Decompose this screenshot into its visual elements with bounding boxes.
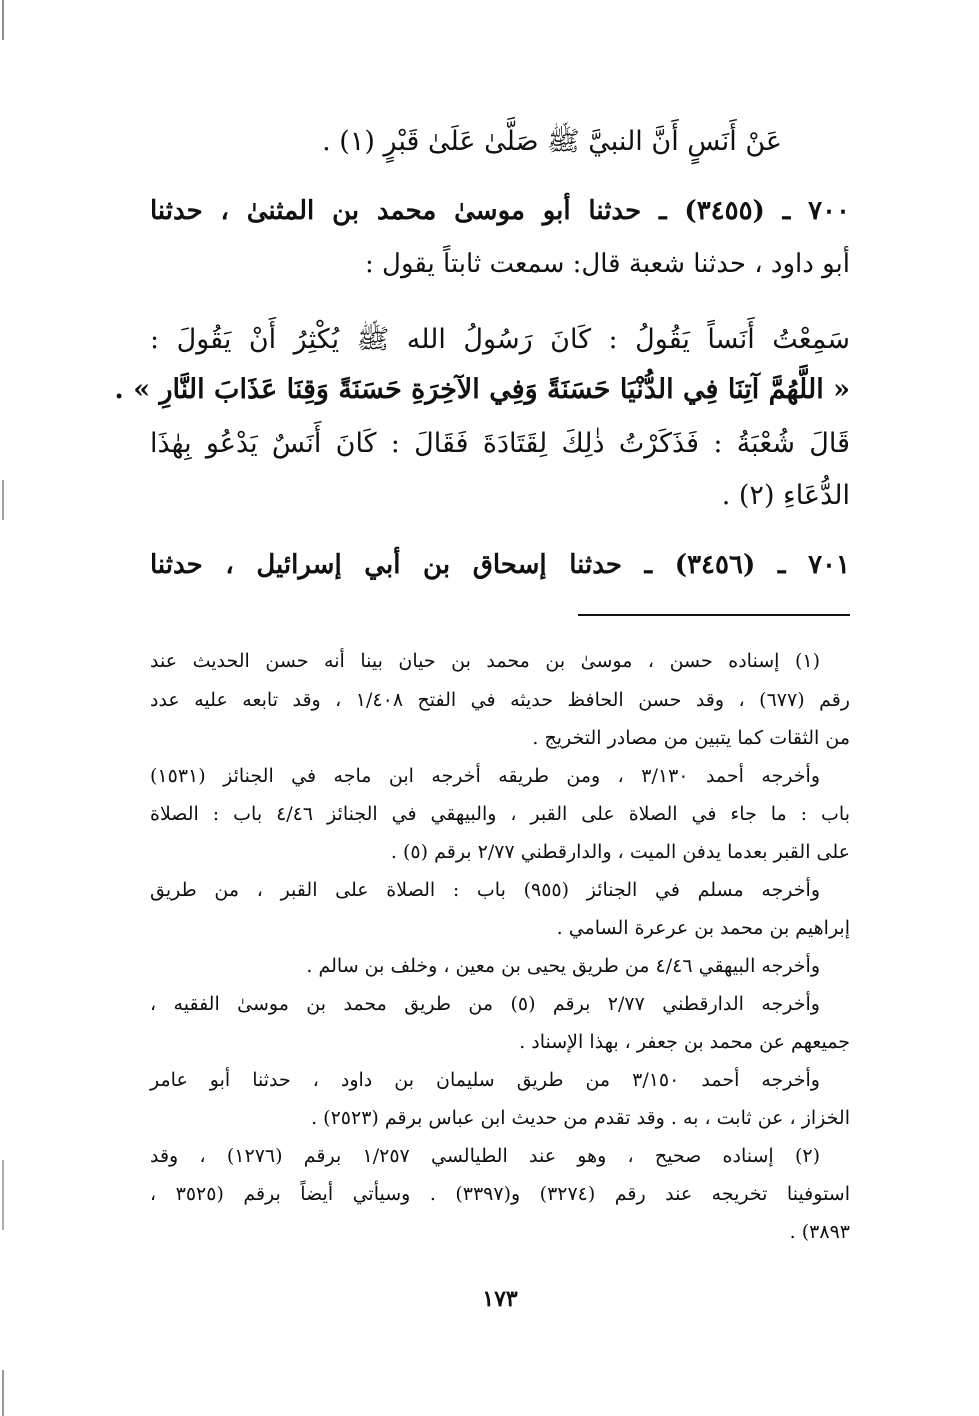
footnote-separator bbox=[578, 614, 850, 616]
text-line-1: عَنْ أَنَسٍ أَنَّ النبيَّ ﷺ صَلَّىٰ عَلَىٰ قَبْرٍ (١) . bbox=[322, 126, 782, 157]
footnote-line-13: الخزاز ، عن ثابت ، به . وقد تقدم من حديث ابن عباس برقم (٢٥٢٣) . bbox=[311, 1107, 850, 1129]
page-number: ١٧٣ bbox=[482, 1286, 518, 1312]
footnote-line-11: جميعهم عن محمد بن جعفر ، بهذا الإسناد . bbox=[519, 1031, 850, 1053]
footnote-line-4: وأخرجه أحمد ٣/١٣٠ ، ومن طريقه أخرجه ابن ماجه في الجنائز (١٥٣١) bbox=[150, 765, 820, 787]
book-page bbox=[114, 0, 851, 1416]
text-line-3: أبو داود ، حدثنا شعبة قال: سمعت ثابتاً يقول : bbox=[365, 249, 850, 279]
footnote-line-12: وأخرجه أحمد ٣/١٥٠ من طريق سليمان بن داود ، حدثنا أبو عامر bbox=[150, 1069, 820, 1091]
footnote-line-6: على القبر بعدما يدفن الميت ، والدارقطني ٢/٧٧ برقم (٥) . bbox=[390, 841, 850, 863]
footnote-line-2: رقم (٦٧٧) ، وقد حسن الحافظ حديثه في الفتح ١/٤٠٨ ، وقد تابعه عليه عدد bbox=[150, 689, 850, 711]
text-line-4: سَمِعْتُ أَنَساً يَقُولُ : كَانَ رَسُولُ الله ﷺ يُكْثِرُ أَنْ يَقُولَ : bbox=[150, 324, 850, 355]
footnote-line-9: وأخرجه البيهقي ٤/٤٦ من طريق يحيى بن معين ، وخلف بن سالم . bbox=[306, 955, 820, 977]
footnote-line-8: إبراهيم بن محمد بن عرعرة السامي . bbox=[556, 917, 850, 939]
footnote-line-1: (١) إسناده حسن ، موسىٰ بن محمد بن حيان بينا أنه حسن الحديث عند bbox=[150, 650, 820, 672]
footnote-line-3: من الثقات كما يتبين من مصادر التخريج . bbox=[532, 727, 850, 749]
footnote-line-5: باب : ما جاء في الصلاة على القبر ، والبيهقي في الجنائز ٤/٤٦ باب : الصلاة bbox=[150, 803, 851, 825]
footnote-line-15: استوفينا تخريجه عند رقم (٣٢٧٤) و(٣٣٩٧) . وسيأتي أيضاً برقم (٣٥٢٥ ، bbox=[150, 1183, 851, 1205]
footnote-line-16: ٣٨٩٣) . bbox=[789, 1221, 850, 1243]
footnote-line-7: وأخرجه مسلم في الجنائز (٩٥٥) باب : الصلاة على القبر ، من طريق bbox=[150, 879, 820, 901]
text-line-6: قَالَ شُعْبَةُ : فَذَكَرْتُ ذٰلِكَ لِقَتَادَةَ فَقَالَ : كَانَ أَنَسٌ يَدْعُو بِهٰذَا bbox=[150, 428, 850, 459]
hadith-701-heading: ٧٠١ ـ (٣٤٥٦) ـ حدثنا إسحاق بن أبي إسرائيل ، حدثنا bbox=[150, 550, 850, 580]
footnote-line-10: وأخرجه الدارقطني ٢/٧٧ برقم (٥) من طريق محمد بن موسىٰ الفقيه ، bbox=[150, 993, 820, 1015]
scan-edge-line bbox=[2, 0, 4, 1416]
text-line-7: الدُّعَاءِ (٢) . bbox=[721, 480, 850, 511]
footnote-line-14: (٢) إسناده صحيح ، وهو عند الطيالسي ١/٢٥٧ برقم (١٢٧٦) ، وقد bbox=[150, 1145, 820, 1167]
dua-line: « اللَّهُمَّ آتِنَا فِي الدُّنْيَا حَسَنَةً وَفِي الآخِرَةِ حَسَنَةً وَقِنَا عَذَابَ النَّارِ » . bbox=[114, 374, 850, 405]
hadith-700-heading: ٧٠٠ ـ (٣٤٥٥) ـ حدثنا أبو موسىٰ محمد بن المثنىٰ ، حدثنا bbox=[150, 196, 850, 226]
